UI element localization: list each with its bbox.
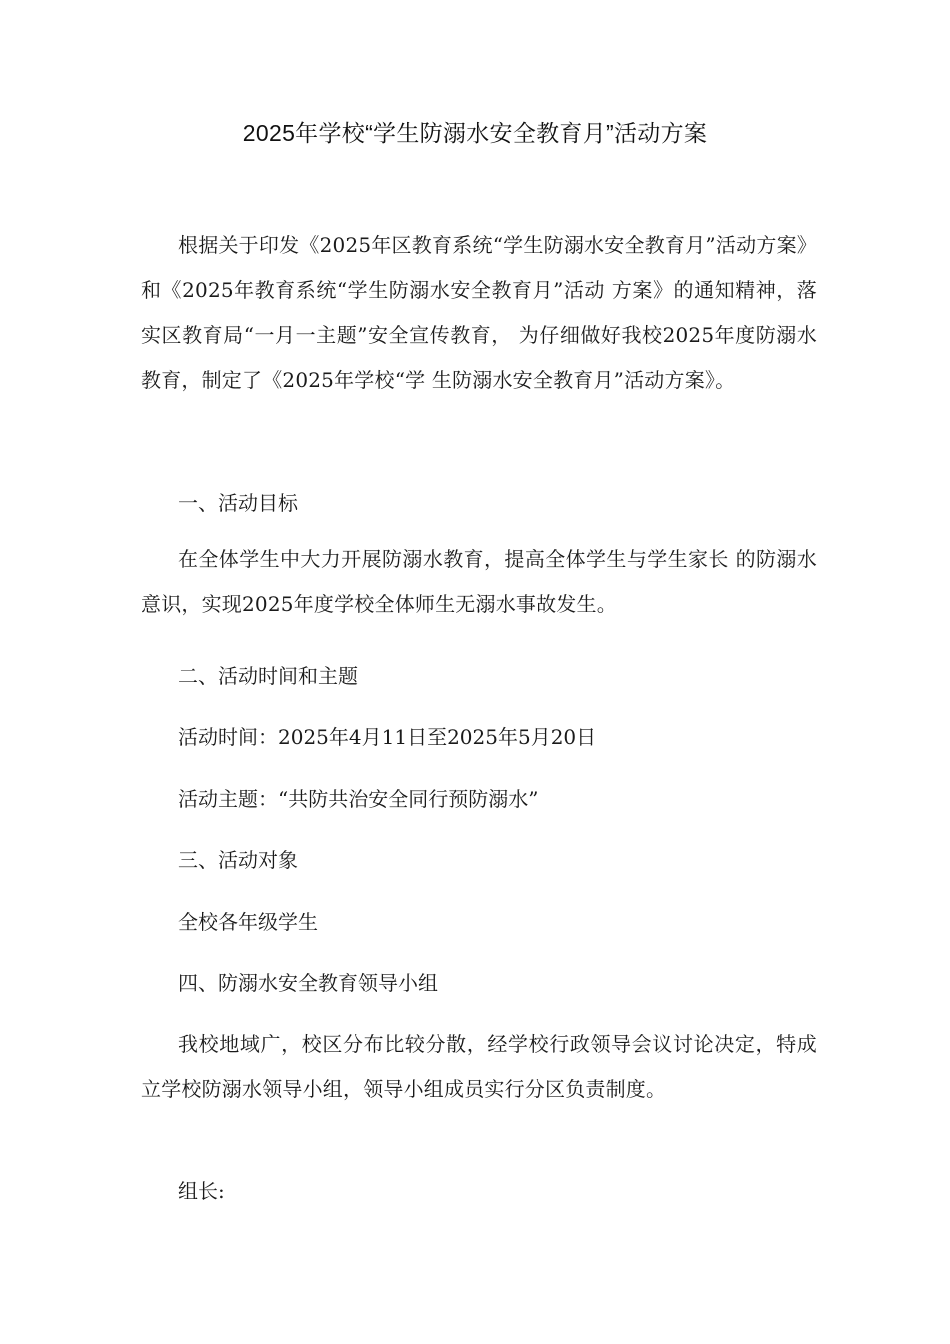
section-heading-time-theme: 二、活动时间和主题	[178, 664, 358, 688]
leader-label: 组长:	[178, 1179, 225, 1203]
document-title: 2025年学校“学生防溺水安全教育月”活动方案	[242, 120, 708, 146]
section-heading-leadership: 四、防溺水安全教育领导小组	[178, 971, 438, 995]
activity-time-line: 活动时间：2025年4月11日至2025年5月20日	[178, 725, 597, 749]
intro-paragraph: 根据关于印发《2025年区教育系统“学生防溺水安全教育月”活动方案》和《2025年教育系统“学生防溺水安全教育月”活动 方案》的通知精神，落实区教育局“一月一主题”安全宣传教育， 为仔细做好我校2025年度防溺水教育，制定了《2025年学校“学 生防溺水安全教育月”活动方案》。	[141, 233, 817, 392]
section-heading-audience: 三、活动对象	[178, 848, 298, 872]
audience-line: 全校各年级学生	[178, 910, 318, 934]
section-heading-goals: 一、活动目标	[178, 491, 298, 515]
leadership-paragraph: 我校地域广，校区分布比较分散，经学校行政领导会议讨论决定，特成立学校防溺水领导小组，领导小组成员实行分区负责制度。	[141, 1032, 817, 1101]
activity-theme-line: 活动主题：“共防共治安全同行预防溺水”	[178, 787, 539, 811]
goals-paragraph: 在全体学生中大力开展防溺水教育，提高全体学生与学生家长 的防溺水意识，实现2025年度学校全体师生无溺水事故发生。	[141, 547, 817, 616]
